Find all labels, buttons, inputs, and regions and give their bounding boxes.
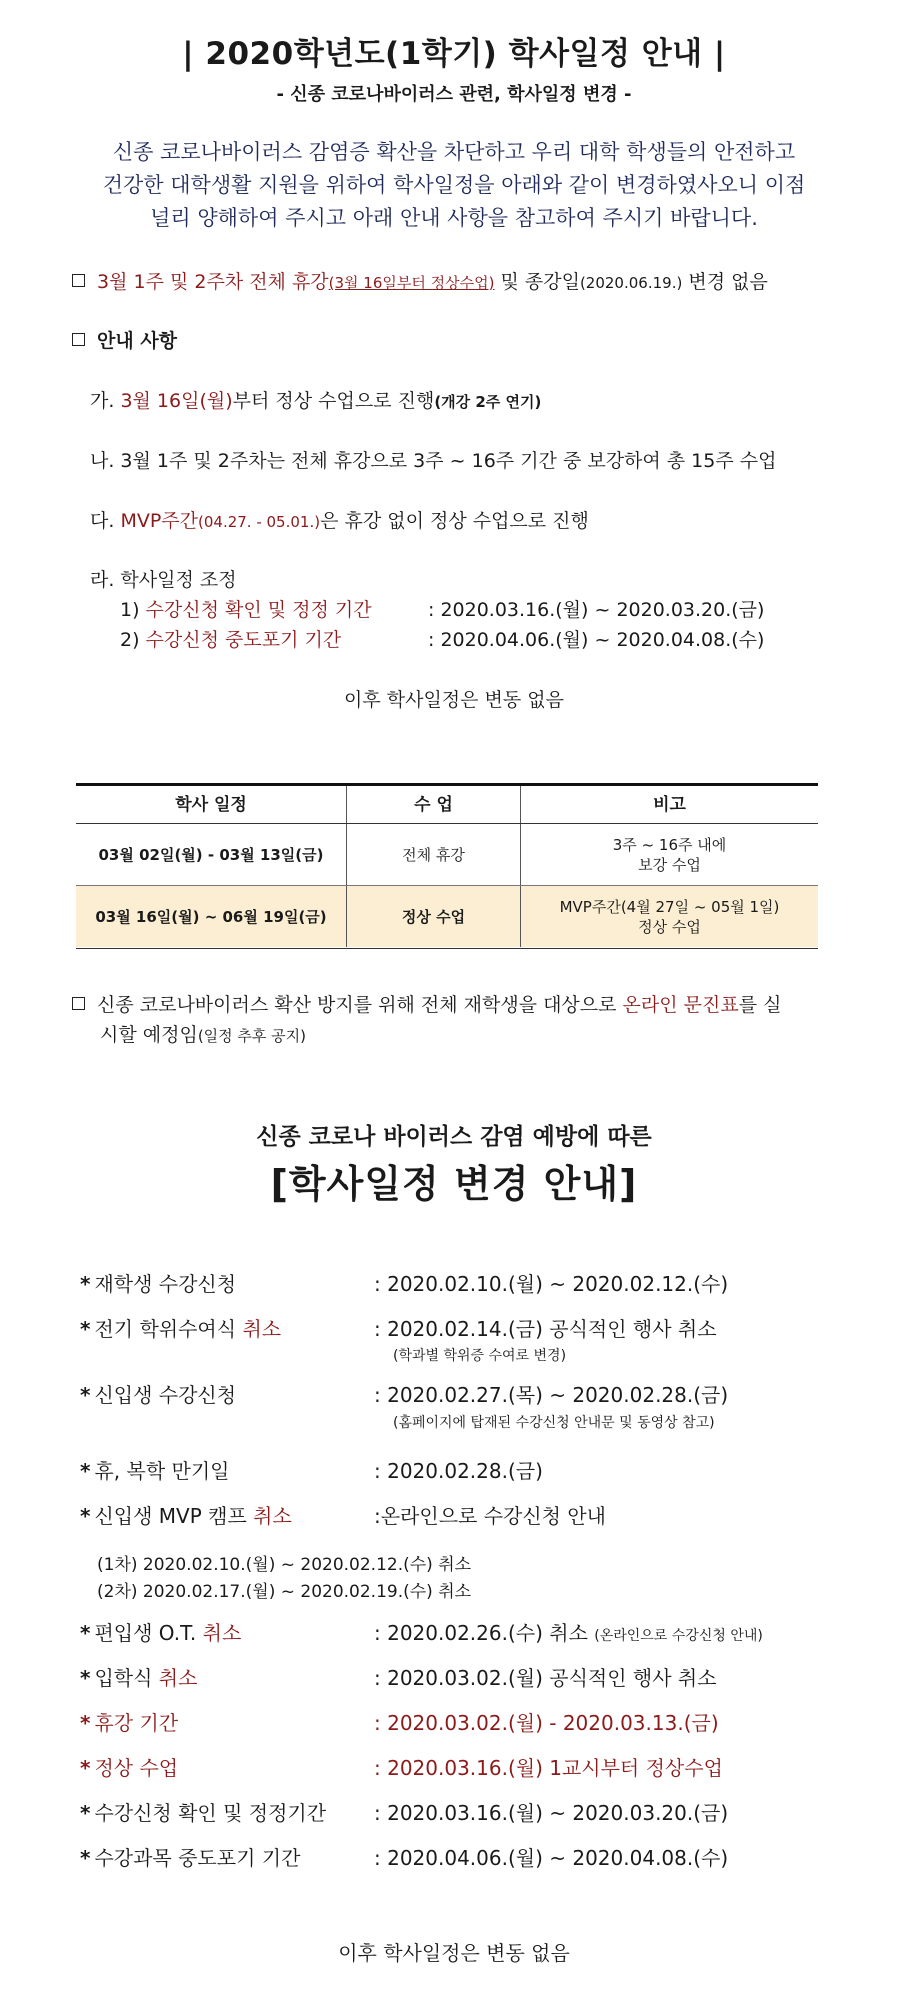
schedule-item-value: : 2020.03.16.(월) 1교시부터 정상수업	[374, 1756, 723, 1780]
checkbox-bullet-icon	[72, 274, 85, 287]
bullet-online-survey-line-2	[100, 1020, 306, 1047]
no-change-note-1: 이후 학사일정은 변동 없음	[343, 689, 564, 711]
intro-line-1: 신종 코로나바이러스 감염증 확산을 차단하고 우리 대학 학생들의 안전하고	[112, 140, 796, 164]
survey-line-2: 시할 예정임	[100, 1024, 198, 1046]
end-date-label: 및 종강일	[494, 271, 580, 293]
schedule-item-value: : 2020.02.27.(목) ~ 2020.02.28.(금)	[374, 1383, 729, 1407]
asterisk-icon: *	[80, 1756, 91, 1780]
survey-red: 온라인 문진표	[622, 994, 739, 1016]
schedule-item-label	[80, 1662, 197, 1691]
asterisk-icon: *	[80, 1621, 91, 1645]
notice-item-ga	[90, 386, 541, 413]
label-text: 수강과목 중도포기 기간	[94, 1846, 301, 1870]
schedule-item-label	[80, 1379, 236, 1408]
table-row-highlighted	[76, 886, 818, 947]
item-red-mvp: MVP주간	[120, 510, 198, 532]
item-label: 가.	[90, 390, 121, 412]
notice-item-na: 나. 3월 1주 및 2주차는 전체 휴강으로 3주 ~ 16주 기간 중 보강하여 총 15주 수업	[90, 450, 777, 472]
row-class: 전체 휴강	[347, 824, 521, 885]
label-red: 취소	[242, 1317, 282, 1341]
no-change-text: 변경 없음	[682, 271, 768, 293]
item-text: 부터 정상 수업으로 진행	[232, 390, 435, 412]
item-label: 다.	[90, 510, 121, 532]
asterisk-icon: *	[80, 1317, 91, 1341]
schedule-item-label	[80, 1455, 229, 1484]
sub-num: 1)	[120, 599, 146, 621]
checkbox-bullet-icon	[72, 997, 85, 1010]
no-change-note-2: 이후 학사일정은 변동 없음	[338, 1941, 570, 1965]
schedule-item-value: : 2020.02.10.(월) ~ 2020.02.12.(수)	[374, 1272, 729, 1296]
asterisk-icon: *	[80, 1272, 91, 1296]
row-note-line-2: 정상 수업	[638, 917, 701, 936]
ra-sub-1	[120, 595, 372, 622]
schedule-item-value	[374, 1617, 763, 1646]
schedule-item-note: (홈페이지에 탑재된 수강신청 안내문 및 동영상 참고)	[393, 1415, 715, 1431]
value-text: : 2020.02.26.(수) 취소	[374, 1621, 588, 1645]
schedule-table	[76, 783, 818, 949]
schedule-item-note: (학과별 학위증 수여로 변경)	[393, 1348, 567, 1364]
label-text: 휴강 기간	[94, 1711, 179, 1735]
header-period: 학사 일정	[76, 786, 347, 823]
label-text: 정상 수업	[94, 1756, 179, 1780]
row-note-line-1: MVP주간(4월 27일 ~ 05월 1일)	[559, 897, 780, 916]
suspension-text: 3월 1주 및 2주차 전체 휴강	[97, 271, 329, 293]
schedule-item-value: : 2020.03.02.(월) - 2020.03.13.(금)	[374, 1711, 719, 1735]
checkbox-bullet-icon	[72, 333, 85, 346]
page-title: | 2020학년도(1학기) 학사일정 안내 |	[182, 36, 726, 72]
survey-text-b: 를 실	[738, 994, 782, 1016]
schedule-item-label	[80, 1617, 241, 1646]
label-red: 취소	[158, 1666, 198, 1690]
ra-sub-2	[120, 625, 341, 652]
schedule-item-label	[80, 1707, 178, 1736]
asterisk-icon: *	[80, 1711, 91, 1735]
intro-line-3: 널리 양해하여 주시고 아래 안내 사항을 참고하여 주시기 바랍니다.	[150, 206, 758, 230]
label-text: 편입생 O.T.	[94, 1621, 203, 1645]
row-note-line-2: 보강 수업	[638, 855, 701, 874]
bullet-online-survey	[72, 990, 781, 1017]
section2-title-b: [학사일정 변경 안내]	[270, 1162, 638, 1206]
sub-num: 2)	[120, 629, 146, 651]
schedule-item-value: :온라인으로 수강신청 안내	[374, 1504, 606, 1528]
normal-class-start-note: (3월 16일부터 정상수업)	[328, 274, 495, 292]
row-note	[521, 824, 818, 885]
row-note-line-1: 3주 ~ 16주 내에	[612, 835, 727, 854]
value-note: (온라인으로 수강신청 안내)	[594, 1628, 763, 1644]
table-header-row	[76, 786, 818, 824]
asterisk-icon: *	[80, 1666, 91, 1690]
label-red: 취소	[202, 1621, 242, 1645]
camp-round-1: (1차) 2020.02.10.(월) ~ 2020.02.12.(수) 취소	[97, 1555, 472, 1575]
end-date: (2020.06.19.)	[579, 274, 683, 292]
label-text: 수강신청 확인 및 정정기간	[94, 1801, 327, 1825]
sub-name: 수강신청 확인 및 정정 기간	[145, 599, 372, 621]
label-red: 취소	[253, 1504, 292, 1528]
ra-sub-1-value: : 2020.03.16.(월) ~ 2020.03.20.(금)	[428, 599, 765, 621]
schedule-item-label	[80, 1313, 281, 1342]
sub-name: 수강신청 중도포기 기간	[145, 629, 342, 651]
intro-line-2: 건강한 대학생활 지원을 위하여 학사일정을 아래와 같이 변경하였사오니 이점	[102, 173, 806, 197]
row-note	[521, 886, 818, 947]
label-text: 입학식	[94, 1666, 159, 1690]
notice-item-da	[90, 506, 589, 533]
survey-line-2-note: (일정 추후 공지)	[197, 1027, 306, 1045]
schedule-item-label	[80, 1842, 300, 1871]
schedule-item-label	[80, 1268, 236, 1297]
page-subtitle: - 신종 코로나바이러스 관련, 학사일정 변경 -	[276, 84, 632, 105]
label-text: 전기 학위수여식	[94, 1317, 243, 1341]
header-class: 수 업	[347, 786, 521, 823]
header-note: 비고	[653, 794, 686, 815]
asterisk-icon: *	[80, 1459, 91, 1483]
ra-sub-2-value: : 2020.04.06.(월) ~ 2020.04.08.(수)	[428, 629, 765, 651]
notice-header	[72, 326, 177, 353]
asterisk-icon: *	[80, 1846, 91, 1870]
label-text: 재학생 수강신청	[94, 1272, 237, 1296]
label-text: 신입생 MVP 캠프	[94, 1504, 254, 1528]
item-text: 은 휴강 없이 정상 수업으로 진행	[320, 510, 589, 532]
schedule-item-value: : 2020.02.28.(금)	[374, 1459, 543, 1483]
item-bold-note: (개강 2주 연기)	[434, 393, 542, 411]
item-red-date: 3월 16일(월)	[120, 390, 233, 412]
item-mvp-date: (04.27. - 05.01.)	[198, 513, 321, 531]
bullet-class-suspension	[72, 267, 768, 294]
asterisk-icon: *	[80, 1801, 91, 1825]
schedule-item-value: : 2020.02.14.(금) 공식적인 행사 취소	[374, 1317, 717, 1341]
camp-round-2: (2차) 2020.02.17.(월) ~ 2020.02.19.(수) 취소	[97, 1582, 472, 1602]
asterisk-icon: *	[80, 1504, 91, 1528]
schedule-item-label	[80, 1752, 178, 1781]
table-row	[76, 824, 818, 886]
section2-title-a: 신종 코로나 바이러스 감염 예방에 따른	[256, 1124, 652, 1150]
row-period: 03월 02일(월) - 03월 13일(금)	[76, 824, 347, 885]
schedule-item-label	[80, 1797, 326, 1826]
notice-item-ra: 라. 학사일정 조정	[90, 569, 237, 591]
row-period: 03월 16일(월) ~ 06월 19일(금)	[76, 886, 347, 947]
label-text: 신입생 수강신청	[94, 1383, 237, 1407]
asterisk-icon: *	[80, 1383, 91, 1407]
notice-header-label: 안내 사항	[97, 330, 178, 352]
schedule-item-value: : 2020.03.02.(월) 공식적인 행사 취소	[374, 1666, 717, 1690]
schedule-item-label	[80, 1500, 292, 1529]
row-class: 정상 수업	[347, 886, 521, 947]
schedule-item-value: : 2020.03.16.(월) ~ 2020.03.20.(금)	[374, 1801, 729, 1825]
label-text: 휴, 복학 만기일	[94, 1459, 230, 1483]
schedule-item-value: : 2020.04.06.(월) ~ 2020.04.08.(수)	[374, 1846, 729, 1870]
survey-text-a: 신종 코로나바이러스 확산 방지를 위해 전체 재학생을 대상으로	[97, 994, 623, 1016]
